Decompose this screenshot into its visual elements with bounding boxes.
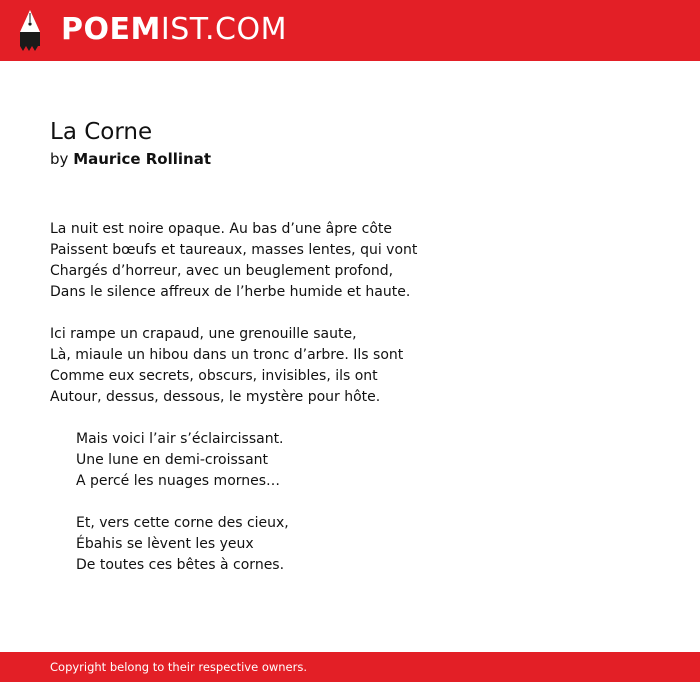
stanza-3 — [50, 429, 670, 492]
logo-brand-bold: POEM — [61, 12, 161, 47]
logo-brand-light: IST.COM — [160, 12, 287, 47]
poem-line: Paissent bœufs et taureaux, masses lentes, qui vont — [50, 242, 418, 258]
poem-line: Comme eux secrets, obscurs, invisibles, ils ont — [50, 368, 378, 384]
poem-line: Chargés d’horreur, avec un beuglement profond, — [50, 263, 394, 279]
site-footer — [0, 652, 700, 682]
poem-line: Une lune en demi-croissant — [76, 452, 269, 468]
poem-line: Mais voici l’air s’éclaircissant. — [76, 431, 284, 447]
poem-line: Là, miaule un hibou dans un tronc d’arbre. Ils sont — [50, 347, 404, 363]
poem-title: La Corne — [50, 119, 153, 145]
site-logo[interactable] — [61, 11, 287, 49]
stanza-2 — [50, 324, 670, 408]
poem-line: Dans le silence affreux de l’herbe humide et haute. — [50, 284, 411, 300]
site-header — [0, 0, 700, 61]
poem-line: Ébahis se lèvent les yeux — [76, 536, 254, 552]
poem-author[interactable]: Maurice Rollinat — [73, 150, 211, 168]
poem-line: Et, vers cette corne des cieux, — [76, 515, 289, 531]
by-label: by — [50, 150, 69, 168]
poem-line: La nuit est noire opaque. Au bas d’une âpre côte — [50, 221, 392, 237]
poem-line: Autour, dessus, dessous, le mystère pour hôte. — [50, 389, 381, 405]
poem-line: Ici rampe un crapaud, une grenouille saute, — [50, 326, 357, 342]
poem-body — [50, 219, 670, 597]
stanza-4 — [50, 513, 670, 576]
pen-nib-icon[interactable] — [18, 10, 42, 51]
copyright-notice: Copyright belong to their respective owners. — [50, 660, 308, 674]
poem-byline — [50, 148, 211, 170]
stanza-1 — [50, 219, 670, 303]
poem-line: A percé les nuages mornes… — [76, 473, 281, 489]
poem-line: De toutes ces bêtes à cornes. — [76, 557, 285, 573]
